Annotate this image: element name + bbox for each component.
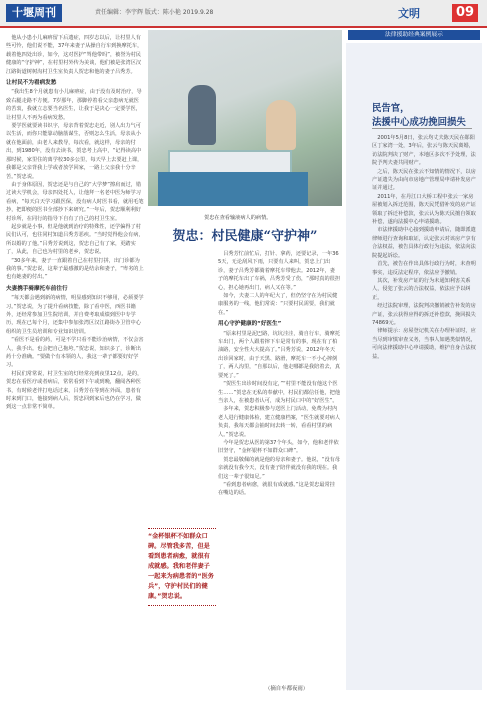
paragraph: 市法律援助中心接到援助申请后，随即派遣律师进行查询和取证，认定张云对该房产享有合法权益，被告具体行政行为违法，依法向法院提起诉讼。 [372,227,476,259]
subheading: 夫妻携手骑摩托车前往行 [6,285,68,292]
paragraph: 由于身体原因，贺忠还是与自己的“大学梦”擦肩而过，错过读大学机会，母亲四处托人，让他拜一名老中医为师学习看病，“每天白天学习跟医保，没有病人时医书看，就用毛笔抄，把即便的医书全部抄下来研究。”一年后，贺忠顺利利好村诊所，在同行的指导下自有了自己的村卫生室。 [6,181,144,222]
legal-section-bar: 法律援助经典案例展示 [348,30,480,40]
intro-paragraph: 他从小患小儿麻痹留下后遗症，四岁志以后，让村里人有些可怜，他们说不能，37年来妻子从操自行车到换摩托车，载着他四处出诊，如今，这对医护“驾他带吗”，被誉为村民健康的“守护神”，在村里村外传为美谈，他们被是张湾区汉江路街道树树沟村卫生室负责人贺忠和他的妻子吕秀芳。 [6,35,143,75]
paragraph: 其次，补发房产证的行为未通知利害关系人，侵犯了张云的合法权益，依法应予以纠正。 [372,277,471,301]
paragraph: 如今，夫妻二人的年纪大了，但仍坚守在为村民健康服务的一线，他们常说：“只要村民需要，我们就在。” [218,293,338,316]
paragraph: 今年是贺忠从医的第37个年头，如今，他和老伴依旧坚守，“金杯银杯不如群众口碑”。 [218,439,339,455]
paragraph: 起步就是小事，但是他就到治疗的特殊性，还学偏得了村民们认可，也往同村知道吕秀芳恶疾。“当时觉得他会有病，所以婚的了他。”吕秀芳说到这，贺忠自己有了家，更踏实了，从此，自己也为村里的老乡，贺忠说。 [6,223,144,256]
subheading: 用心守护健康的“好医生” [218,321,282,328]
paragraph: 2011年，在丹江口大桥工程中张云一家房屋被划入拆迁范围，陈天民凭借补发的房产证领取了拆迁补偿款，张云认为陈天民擅自领取补偿，遂向法援中心申请援助。 [372,193,476,226]
legal-body [372,134,478,689]
article-column-3 [218,250,340,685]
paragraph: 村民们常常说，村卫生室的灯经常亮到夜里12点，是的，贺忠在看医疗或者病后，常常看到下午或到晚，翻阅各种医书，有时候老伴打电话过来，吕秀芳在等到在外面，患者有时来到门口，他接到病人后，贺忠回到家后也仍在学习，做到这一点非常不简单。 [6,370,143,411]
source-credit: （摘自车都夜雨） [265,686,309,692]
legal-title-line-2: 法援中心成功挽回损失 [372,117,466,128]
masthead-logo: 十堰周刊 [6,4,62,22]
pull-quote: “金杯银杯不如群众口碑。尽管我多苦，但是看到患者病愈，就很有成就感。我和老伴妻子一起来为病患者的“医务兵”，守护村民们的健康。”贺忠说。 [148,528,216,606]
article-photo [148,30,342,206]
paragraph: “每天都会遇到新的病情，明显感到知识不够用，必须要学习。”贺忠说，为了提升看病技能，除了看中医，西医书籍外，还经常参加卫生院培训，并自费考取成绩到医中专学历，现在已每个月，还集中参加张湾区汉江路街办卫管中心组织的卫生员培训和专业知识培训。 [6,295,144,335]
editor-credits: 责任编辑：李宇辉 版式：陈小艳 2019.9.28 [95,9,214,16]
article-headline: 贺忠：村民健康“守护神” [172,229,318,244]
paragraph: 贺忠最敬佩的就是他的母亲和妻子。他说，“没有母亲就没有我今天，没有妻子陪伴就没有我的现在。我们这一辈子很知足。” [218,456,340,480]
paragraph: 多年来，贺忠积极参与送医上门活动，免费为村内老人进行健康体检，建立健康档案，“医生就要对病人负责，我每天都会抽时间去转一转，看看村里的病人。”贺忠说。 [218,406,340,438]
paragraph: 吕秀芳忙前忙后，打针、拿药，还要记录，一年365天，无论刮风下雨，只要有人来叫，贺忠上门出诊，妻子吕秀芳都骑着摩托车带他去。2012年，妻子的摩托车出了车祸，吕秀芳受了伤，“那时真的很担心，担心她再出门，病人又在等。” [218,251,340,291]
legal-title-line-1: 民告官， [372,103,410,114]
paragraph: “30多年来，妻子一直跟着自己在村里打拼，出门诊都为我的事。”贺忠说，这辈子最感激的是结余和妻子，“卑劣的上也有她妻的付出。” [6,257,144,281]
paragraph: “我出生8个月就患有小儿麻痹症，由于没有及时治疗，导致右腿走路不方便。7岁那年，那脚停着看父亲患病无就医的苦衷，我就立志要当名医生，让我于是决心一定要学医，让村里人不再为看病发愁。 [6,89,142,121]
paragraph: 之后，陈天民在张云不知情的情况下，以房产证遗失为由向市房地产管理局申请补发房产证并通过。 [372,168,476,192]
paragraph: 首先，被告在作出具体行政行为时，未查明事实，违反法定程序，依法应予撤销。 [372,261,476,276]
paragraph: 2001年5月8日，张云均丈夫陈天民在郧阳区丁家湾一处，3年后，张云与陈天民离婚，访法院判决了财产，本地区多次不予处理，法院予判夫妻共同财产。 [372,135,476,167]
paragraph: 要学医就要读书识字，母亲背着贺忠走近，别人出力气可以生活，而你只能靠动脑筋谋生，否则怎么生活，母亲从小就在他面前，由老人来教导，每次看，就这样，母亲的付出，到1980年，没有去读书，贺忠考上高中，“记得读高中那时候，家里住的离学校30多公里，每天早上去要赶上课，我都是父亲背我上学或者放学回家，一路上父亲我十分辛苦。”贺忠说。 [6,123,143,180]
article-column-1 [6,34,144,694]
doctor-figure [266,100,296,150]
patient-figure [188,85,216,145]
paragraph: 经过法院审理，法院判决撤销被告补发的房产证，张云获得应得的拆迁补偿款，挽回损失74869元。 [372,303,476,326]
title-divider [372,128,472,129]
subheading: 让村民不为看病发愁 [6,80,57,87]
page-number: 09 [452,4,478,22]
paragraph: “贺医生出诊时间没有定，”“村里不能没有他这个医生……”贺忠在无私的奉献中，村民们都信任他，把他当亲人，在被患者认可，成为村民口中的“好医生”。 [218,381,340,404]
paragraph: “原来村里是泥巴路，坑坑洼洼，骑自行车，骑摩托车出门，两个人跟着摔下车是常有的事，现在有了柏油路，安全性大大提高了。”吕秀芳说，2012年冬天出诊回家时，由于天黑、路滑，摩托车一不小心摔倒了，两人沟里，“自那以后，他走哪都是我陪着去，真要死了。” [218,330,340,379]
photo-caption: 贺忠在查看输液病人的病情。 [204,215,272,221]
bed-mattress [158,172,308,206]
paragraph: “看医不是看的药，可是不学只看不能诊治病情，不仅会害人，我手出。也会把自己拖垮。”贺忠说，知识多了，诊断出药十分准确。“要做个有本领的人，我这一辈子都要好好学习。 [6,337,144,369]
section-name: 文明 [398,7,420,20]
paragraph: 律师提示：房屋登记机关在办理补证时，应当尽到审慎审查义务，当事人如遇类似情况，可向法律援助中心申请援助，维护自身合法权益。 [372,328,476,360]
paragraph: “看到患者病愈，就很有成就感。”这是贺忠最常挂在嘴边的话。 [218,481,335,497]
